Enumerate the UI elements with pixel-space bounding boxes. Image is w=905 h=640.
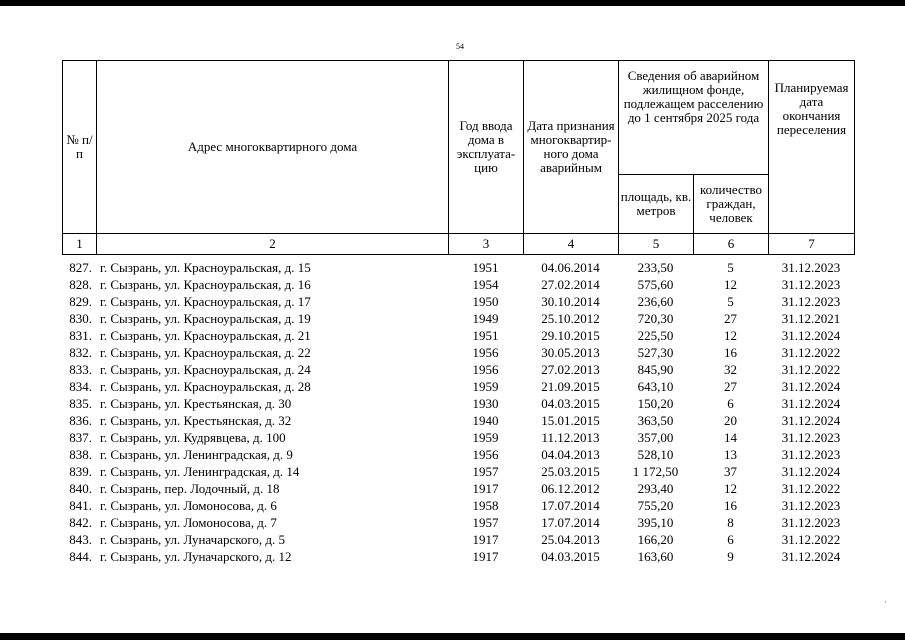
row-address: г. Сызрань, ул. Красноуральская, д. 28	[100, 379, 311, 394]
table-row	[62, 327, 854, 344]
row-number: 842.	[69, 515, 92, 530]
row-people: 32	[724, 362, 737, 377]
row-date: 17.07.2014	[541, 515, 600, 530]
row-number: 836.	[69, 413, 92, 428]
row-date: 17.07.2014	[541, 498, 600, 513]
row-area: 755,20	[637, 498, 674, 513]
row-year: 1958	[472, 498, 499, 513]
row-date: 25.03.2015	[541, 464, 600, 479]
row-area: 163,60	[637, 549, 674, 564]
table-row	[62, 276, 854, 293]
row-area: 363,50	[637, 413, 674, 428]
row-area: 225,50	[637, 328, 674, 343]
row-people: 14	[724, 430, 737, 445]
header-area: площадь, кв. метров	[619, 175, 694, 234]
row-address: г. Сызрань, ул. Красноуральская, д. 19	[100, 311, 311, 326]
row-number: 838.	[69, 447, 92, 462]
table-body	[62, 259, 854, 565]
table-row	[62, 531, 854, 548]
row-end-date: 31.12.2022	[781, 362, 841, 377]
row-end-date: 31.12.2023	[781, 515, 841, 530]
row-end-date: 31.12.2024	[781, 413, 841, 428]
table-row	[62, 293, 854, 310]
row-number: 829.	[69, 294, 92, 309]
row-year: 1940	[472, 413, 499, 428]
row-end-date: 31.12.2023	[781, 498, 841, 513]
row-end-date: 31.12.2024	[781, 328, 841, 343]
row-end-date: 31.12.2021	[781, 311, 841, 326]
row-year: 1956	[472, 362, 499, 377]
row-year: 1956	[472, 447, 499, 462]
scan-speck: ·	[884, 597, 887, 607]
row-address: г. Сызрань, пер. Лодочный, д. 18	[100, 481, 280, 496]
row-number: 839.	[69, 464, 92, 479]
column-number: 7	[769, 234, 855, 255]
row-end-date: 31.12.2024	[781, 549, 841, 564]
column-number: 2	[97, 234, 449, 255]
bottom-border-bar	[0, 633, 905, 640]
row-area: 845,90	[637, 362, 674, 377]
row-date: 11.12.2013	[541, 430, 600, 445]
table-row	[62, 446, 854, 463]
row-people: 16	[724, 498, 737, 513]
row-address: г. Сызрань, ул. Ломоносова, д. 6	[100, 498, 277, 513]
table-row	[62, 395, 854, 412]
row-year: 1917	[472, 532, 499, 547]
row-date: 04.03.2015	[541, 396, 600, 411]
row-people: 13	[724, 447, 737, 462]
header-emergency-group: Сведения об аварийном жилищном фонде, подлежащем расселению до 1 сентября 2025 года	[619, 61, 769, 175]
row-date: 04.04.2013	[541, 447, 600, 462]
row-year: 1956	[472, 345, 499, 360]
row-number: 840.	[69, 481, 92, 496]
column-number: 5	[619, 234, 694, 255]
header-num: № п/п	[63, 61, 97, 234]
column-number: 6	[694, 234, 769, 255]
row-area: 528,10	[637, 447, 674, 462]
table-row	[62, 378, 854, 395]
table-row	[62, 429, 854, 446]
table-row	[62, 497, 854, 514]
row-address: г. Сызрань, ул. Красноуральская, д. 16	[100, 277, 311, 292]
row-address: г. Сызрань, ул. Ломоносова, д. 7	[100, 515, 277, 530]
column-number: 4	[524, 234, 619, 255]
row-number: 837.	[69, 430, 92, 445]
row-number: 833.	[69, 362, 92, 377]
row-date: 15.01.2015	[541, 413, 600, 428]
row-year: 1917	[472, 549, 499, 564]
row-area: 1 172,50	[632, 464, 679, 479]
top-border-bar	[0, 0, 905, 6]
row-address: г. Сызрань, ул. Ленинградская, д. 14	[100, 464, 300, 479]
row-end-date: 31.12.2022	[781, 345, 841, 360]
row-year: 1959	[472, 379, 499, 394]
row-number: 843.	[69, 532, 92, 547]
header-end-date: Планируемая дата окончания переселения	[769, 61, 855, 234]
row-address: г. Сызрань, ул. Ленинградская, д. 9	[100, 447, 293, 462]
row-area: 233,50	[637, 260, 674, 275]
row-people: 5	[727, 260, 734, 275]
row-people: 16	[724, 345, 737, 360]
row-people: 20	[724, 413, 737, 428]
row-people: 6	[727, 532, 734, 547]
row-area: 720,30	[637, 311, 674, 326]
row-area: 150,20	[637, 396, 674, 411]
row-address: г. Сызрань, ул. Красноуральская, д. 24	[100, 362, 311, 377]
row-year: 1951	[472, 328, 499, 343]
row-number: 835.	[69, 396, 92, 411]
row-year: 1957	[472, 515, 499, 530]
row-end-date: 31.12.2023	[781, 260, 841, 275]
row-year: 1949	[472, 311, 499, 326]
row-end-date: 31.12.2022	[781, 481, 841, 496]
row-date: 25.10.2012	[541, 311, 600, 326]
row-date: 27.02.2013	[541, 362, 600, 377]
row-address: г. Сызрань, ул. Кудрявцева, д. 100	[100, 430, 286, 445]
row-people: 5	[727, 294, 734, 309]
table-row	[62, 361, 854, 378]
row-area: 293,40	[637, 481, 674, 496]
row-area: 395,10	[637, 515, 674, 530]
row-people: 27	[724, 379, 737, 394]
row-year: 1930	[472, 396, 499, 411]
row-end-date: 31.12.2023	[781, 430, 841, 445]
row-date: 29.10.2015	[541, 328, 600, 343]
row-date: 04.06.2014	[541, 260, 600, 275]
row-people: 27	[724, 311, 737, 326]
row-end-date: 31.12.2022	[781, 532, 841, 547]
row-area: 357,00	[637, 430, 674, 445]
row-end-date: 31.12.2023	[781, 294, 841, 309]
row-number: 834.	[69, 379, 92, 394]
row-area: 575,60	[637, 277, 674, 292]
table-row	[62, 344, 854, 361]
row-end-date: 31.12.2024	[781, 379, 841, 394]
row-people: 8	[727, 515, 734, 530]
row-address: г. Сызрань, ул. Красноуральская, д. 17	[100, 294, 311, 309]
header-date-recognition: Дата признания многоквартир-ного дома аварийным	[524, 61, 619, 234]
row-number: 832.	[69, 345, 92, 360]
row-address: г. Сызрань, ул. Красноуральская, д. 15	[100, 260, 311, 275]
row-area: 643,10	[637, 379, 674, 394]
row-address: г. Сызрань, ул. Крестьянская, д. 32	[100, 413, 292, 428]
row-end-date: 31.12.2023	[781, 277, 841, 292]
row-people: 6	[727, 396, 734, 411]
row-year: 1954	[472, 277, 499, 292]
row-end-date: 31.12.2024	[781, 464, 841, 479]
row-number: 844.	[69, 549, 92, 564]
table-row	[62, 412, 854, 429]
table-row	[62, 310, 854, 327]
row-year: 1957	[472, 464, 499, 479]
row-people: 37	[724, 464, 737, 479]
table-row	[62, 463, 854, 480]
row-end-date: 31.12.2023	[781, 447, 841, 462]
row-address: г. Сызрань, ул. Луначарского, д. 12	[100, 549, 292, 564]
row-people: 9	[727, 549, 734, 564]
column-number: 3	[449, 234, 524, 255]
row-date: 21.09.2015	[541, 379, 600, 394]
row-address: г. Сызрань, ул. Красноуральская, д. 21	[100, 328, 311, 343]
table-row	[62, 480, 854, 497]
table-header	[62, 60, 855, 255]
table-row	[62, 514, 854, 531]
row-area: 527,30	[637, 345, 674, 360]
row-date: 04.03.2015	[541, 549, 600, 564]
row-end-date: 31.12.2024	[781, 396, 841, 411]
row-number: 828.	[69, 277, 92, 292]
double-rule-line	[96, 60, 97, 254]
row-area: 166,20	[637, 532, 674, 547]
row-year: 1917	[472, 481, 499, 496]
row-number: 841.	[69, 498, 92, 513]
row-date: 06.12.2012	[541, 481, 600, 496]
row-area: 236,60	[637, 294, 674, 309]
row-year: 1951	[472, 260, 499, 275]
column-number-row	[63, 234, 855, 255]
header-people: количество граждан, человек	[694, 175, 769, 234]
row-date: 25.04.2013	[541, 532, 600, 547]
header-year: Год ввода дома в эксплуата-цию	[449, 61, 524, 234]
row-year: 1950	[472, 294, 499, 309]
row-people: 12	[724, 277, 737, 292]
header-address: Адрес многоквартирного дома	[97, 61, 449, 234]
row-number: 831.	[69, 328, 92, 343]
row-number: 830.	[69, 311, 92, 326]
column-number: 1	[63, 234, 97, 255]
row-people: 12	[724, 328, 737, 343]
row-date: 30.05.2013	[541, 345, 600, 360]
table-row	[62, 548, 854, 565]
page-number: 54	[456, 42, 464, 51]
row-year: 1959	[472, 430, 499, 445]
row-address: г. Сызрань, ул. Крестьянская, д. 30	[100, 396, 292, 411]
row-address: г. Сызрань, ул. Красноуральская, д. 22	[100, 345, 311, 360]
row-address: г. Сызрань, ул. Луначарского, д. 5	[100, 532, 286, 547]
row-number: 827.	[69, 260, 92, 275]
row-date: 30.10.2014	[541, 294, 600, 309]
table-row	[62, 259, 854, 276]
row-date: 27.02.2014	[541, 277, 600, 292]
row-people: 12	[724, 481, 737, 496]
